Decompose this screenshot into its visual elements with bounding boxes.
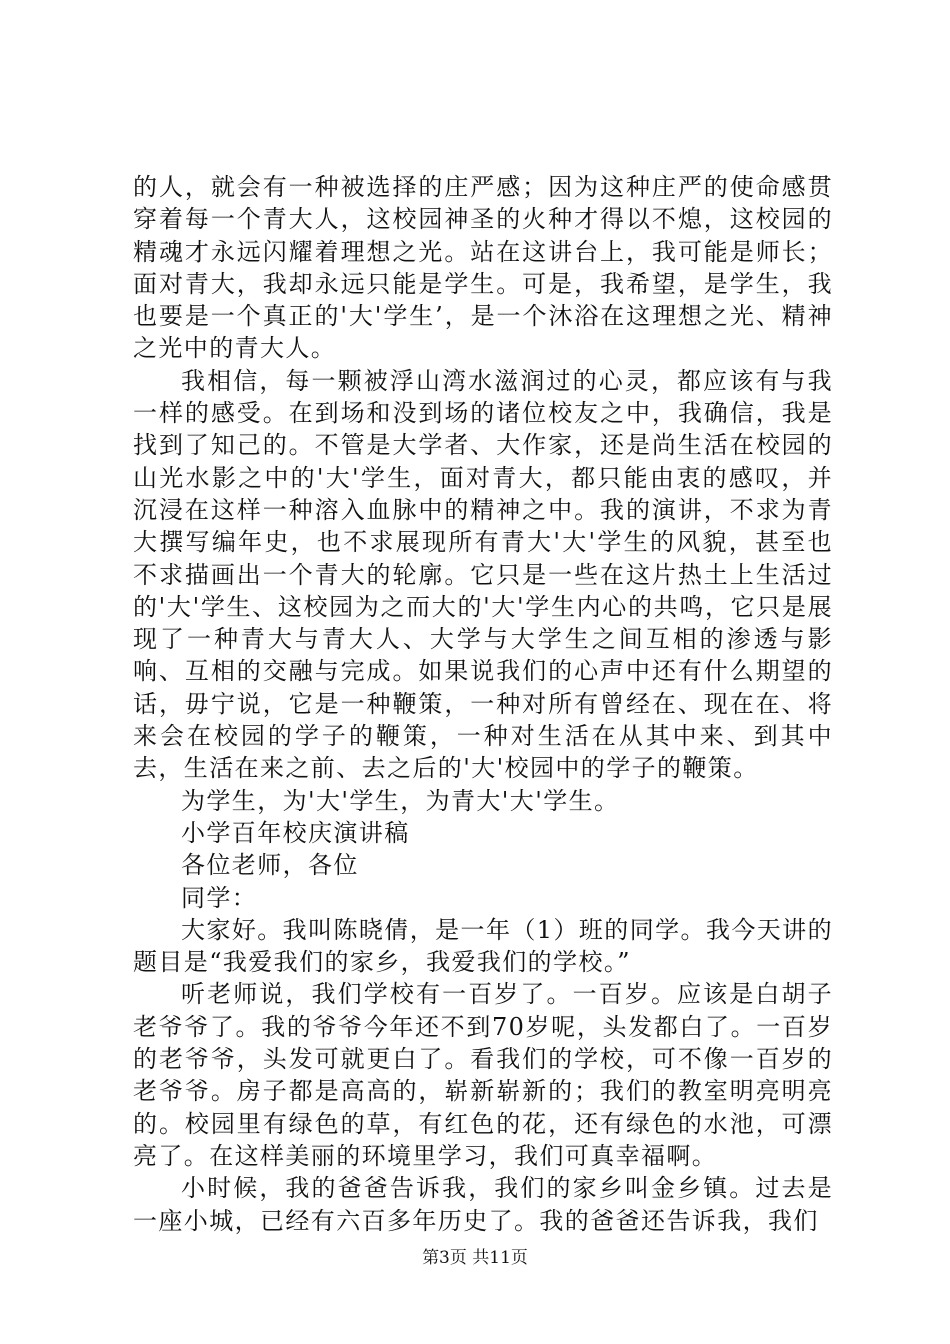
page-number-footer: 第3页 共11页: [422, 1248, 528, 1268]
paragraph-3: 为学生，为'大'学生，为青大'大'学生。: [181, 786, 620, 815]
document-body: [133, 171, 833, 1237]
speech-title: 小学百年校庆演讲稿: [181, 818, 410, 847]
paragraph-1: 的人，就会有一种被选择的庄严感；因为这种庄严的使命感贯穿着每一个青大人，这校园神圣的火种才得以不熄，这校园的精魂才永远闪耀着理想之光。站在这讲台上，我可能是师长；面对青大，我却永远只能是学生。可是，我希望，是学生，我也要是一个真正的'大'学生’，是一个沐浴在这理想之光、精神之光中的青大人。: [133, 173, 833, 363]
paragraph-2: 我相信，每一颗被浮山湾水滋润过的心灵，都应该有与我一样的感受。在到场和没到场的诸位校友之中，我确信，我是找到了知己的。不管是大学者、大作家，还是尚生活在校园的山光水影之中的'大'学生，面对青大，都只能由衷的感叹，并沉浸在这样一种溶入血脉中的精神之中。我的演讲，不求为青大撰写编年史，也不求展现所有青大'大'学生的风貌，甚至也不求描画出一个青大的轮廓。它只是一些在这片热土上生活过的'大'学生、这校园为之而大的'大'学生内心的共鸣，它只是展现了一种青大与青大人、大学与大学生之间互相的渗透与影响、互相的交融与完成。如果说我们的心声中还有什么期望的话，毋宁说，它是一种鞭策，一种对所有曾经在、现在在、将来会在校园的学子的鞭策，一种对生活在从其中来、到其中去，生活在来之前、去之后的'大'校园中的学子的鞭策。: [133, 366, 833, 783]
salutation-line-2: 同学：: [181, 883, 258, 912]
paragraph-greeting: 大家好。我叫陈晓倩，是一年（1）班的同学。我今天讲的题目是“我爱我们的家乡，我爱我们的学校。”: [133, 915, 833, 977]
paragraph-hometown: 小时候，我的爸爸告诉我，我们的家乡叫金乡镇。过去是一座小城，已经有六百多年历史了。我的爸爸还告诉我，我们: [133, 1174, 833, 1235]
paragraph-school-age: 听老师说，我们学校有一百岁了。一百岁。应该是白胡子老爷爷了。我的爷爷今年还不到70岁呢，头发都白了。一百岁的老爷爷，头发可就更白了。看我们的学校，可不像一百岁的老爷爷。房子都是高高的，崭新崭新的；我们的教室明亮明亮的。校园里有绿色的草，有红色的花，还有绿色的水池，可漂亮了。在这样美丽的环境里学习，我们可真幸福啊。: [133, 980, 833, 1170]
salutation-line-1: 各位老师，各位: [181, 851, 359, 880]
